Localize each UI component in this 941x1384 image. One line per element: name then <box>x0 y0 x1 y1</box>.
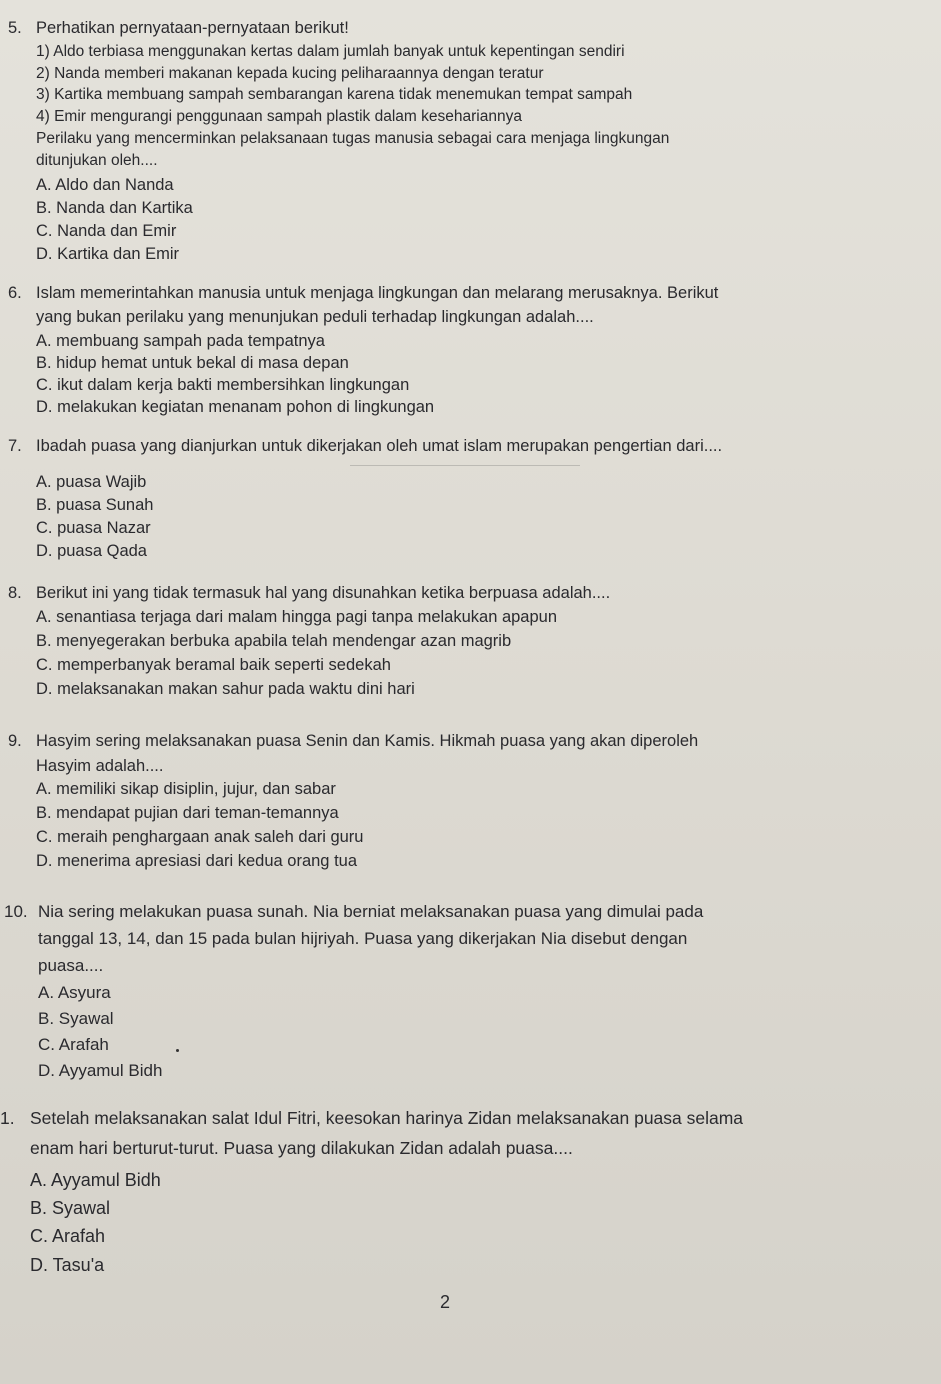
q10-number: 10. <box>4 902 28 921</box>
q8-option-b: B. menyegerakan berbuka apabila telah mendengar azan magrib <box>36 632 512 650</box>
q8-option-a: A. senantiasa terjaga dari malam hingga pagi tanpa melakukan apapun <box>36 608 558 626</box>
q6-number: 6. <box>8 284 22 302</box>
q9-line-2: Hasyim adalah.... <box>36 757 164 775</box>
q7-line-1: Ibadah puasa yang dianjurkan untuk dikerjakan oleh umat islam merupakan pengertian dari.... <box>36 437 723 455</box>
q5-statement-4: 4) Emir mengurangi penggunaan sampah plastik dalam kesehariannya <box>36 108 522 125</box>
q6-line-2: yang bukan perilaku yang menunjukan peduli terhadap lingkungan adalah.... <box>36 308 594 326</box>
q10-option-c: C. Arafah <box>38 1035 109 1054</box>
q11-option-d: D. Tasu'a <box>30 1255 105 1275</box>
q5-statement-2: 2) Nanda memberi makanan kepada kucing peliharaannya dengan teratur <box>36 65 544 82</box>
q6-option-a: A. membuang sampah pada tempatnya <box>36 332 325 350</box>
q10-option-a: A. Asyura <box>38 983 111 1002</box>
q5-prompt-line-1: Perilaku yang mencerminkan pelaksanaan tugas manusia sebagai cara menjaga lingkungan <box>36 130 670 147</box>
q8-option-d: D. melaksanakan makan sahur pada waktu dini hari <box>36 680 415 698</box>
q5-option-d: D. Kartika dan Emir <box>36 245 180 263</box>
q9-option-d: D. menerima apresiasi dari kedua orang tua <box>36 852 358 870</box>
q5-text: Perhatikan pernyataan-pernyataan berikut! <box>36 19 349 37</box>
q11-number: 1. <box>0 1108 15 1128</box>
q6-option-c: C. ikut dalam kerja bakti membersihkan lingkungan <box>36 376 410 394</box>
q10-option-d: D. Ayyamul Bidh <box>38 1061 163 1080</box>
q6-line-1: Islam memerintahkan manusia untuk menjaga lingkungan dan melarang merusaknya. Berikut <box>36 284 719 302</box>
q5-statement-1: 1) Aldo terbiasa menggunakan kertas dalam jumlah banyak untuk kepentingan sendiri <box>36 43 625 60</box>
q11-line-1: Setelah melaksanakan salat Idul Fitri, keesokan harinya Zidan melaksanakan puasa selama <box>30 1108 744 1128</box>
stray-dot <box>176 1049 179 1052</box>
q9-number: 9. <box>8 732 22 750</box>
q11-option-a: A. Ayyamul Bidh <box>30 1170 161 1190</box>
q6-option-b: B. hidup hemat untuk bekal di masa depan <box>36 354 349 372</box>
q8-line-1: Berikut ini yang tidak termasuk hal yang disunahkan ketika berpuasa adalah.... <box>36 584 611 602</box>
q6-option-d: D. melakukan kegiatan menanam pohon di lingkungan <box>36 398 435 416</box>
q5-number: 5. <box>8 19 22 37</box>
q11-line-2: enam hari berturut-turut. Puasa yang dilakukan Zidan adalah puasa.... <box>30 1138 573 1158</box>
q5-option-b: B. Nanda dan Kartika <box>36 199 193 217</box>
q5-prompt-line-2: ditunjukan oleh.... <box>36 152 158 169</box>
q7-option-b: B. puasa Sunah <box>36 496 154 514</box>
q5-statement-3: 3) Kartika membuang sampah sembarangan karena tidak menemukan tempat sampah <box>36 86 633 103</box>
q9-option-a: A. memiliki sikap disiplin, jujur, dan sabar <box>36 780 336 798</box>
q10-option-b: B. Syawal <box>38 1009 114 1028</box>
q9-option-c: C. meraih penghargaan anak saleh dari guru <box>36 828 364 846</box>
q11-option-c: C. Arafah <box>30 1226 106 1246</box>
q9-option-b: B. mendapat pujian dari teman-temannya <box>36 804 339 822</box>
q7-option-c: C. puasa Nazar <box>36 519 151 537</box>
q11-option-b: B. Syawal <box>30 1198 111 1218</box>
q7-number: 7. <box>8 437 22 455</box>
q9-line-1: Hasyim sering melaksanakan puasa Senin dan Kamis. Hikmah puasa yang akan diperoleh <box>36 732 699 750</box>
q5-option-c: C. Nanda dan Emir <box>36 222 177 240</box>
q8-number: 8. <box>8 584 22 602</box>
q7-option-d: D. puasa Qada <box>36 542 147 560</box>
paper-crease <box>350 465 580 466</box>
q5-option-a: A. Aldo dan Nanda <box>36 176 174 194</box>
q10-line-2: tanggal 13, 14, dan 15 pada bulan hijriyah. Puasa yang dikerjakan Nia disebut dengan <box>38 929 688 948</box>
q8-option-c: C. memperbanyak beramal baik seperti sedekah <box>36 656 391 674</box>
page-number: 2 <box>440 1292 451 1312</box>
q10-line-1: Nia sering melakukan puasa sunah. Nia berniat melaksanakan puasa yang dimulai pada <box>38 902 704 921</box>
q10-line-3: puasa.... <box>38 956 104 975</box>
q7-option-a: A. puasa Wajib <box>36 473 147 491</box>
